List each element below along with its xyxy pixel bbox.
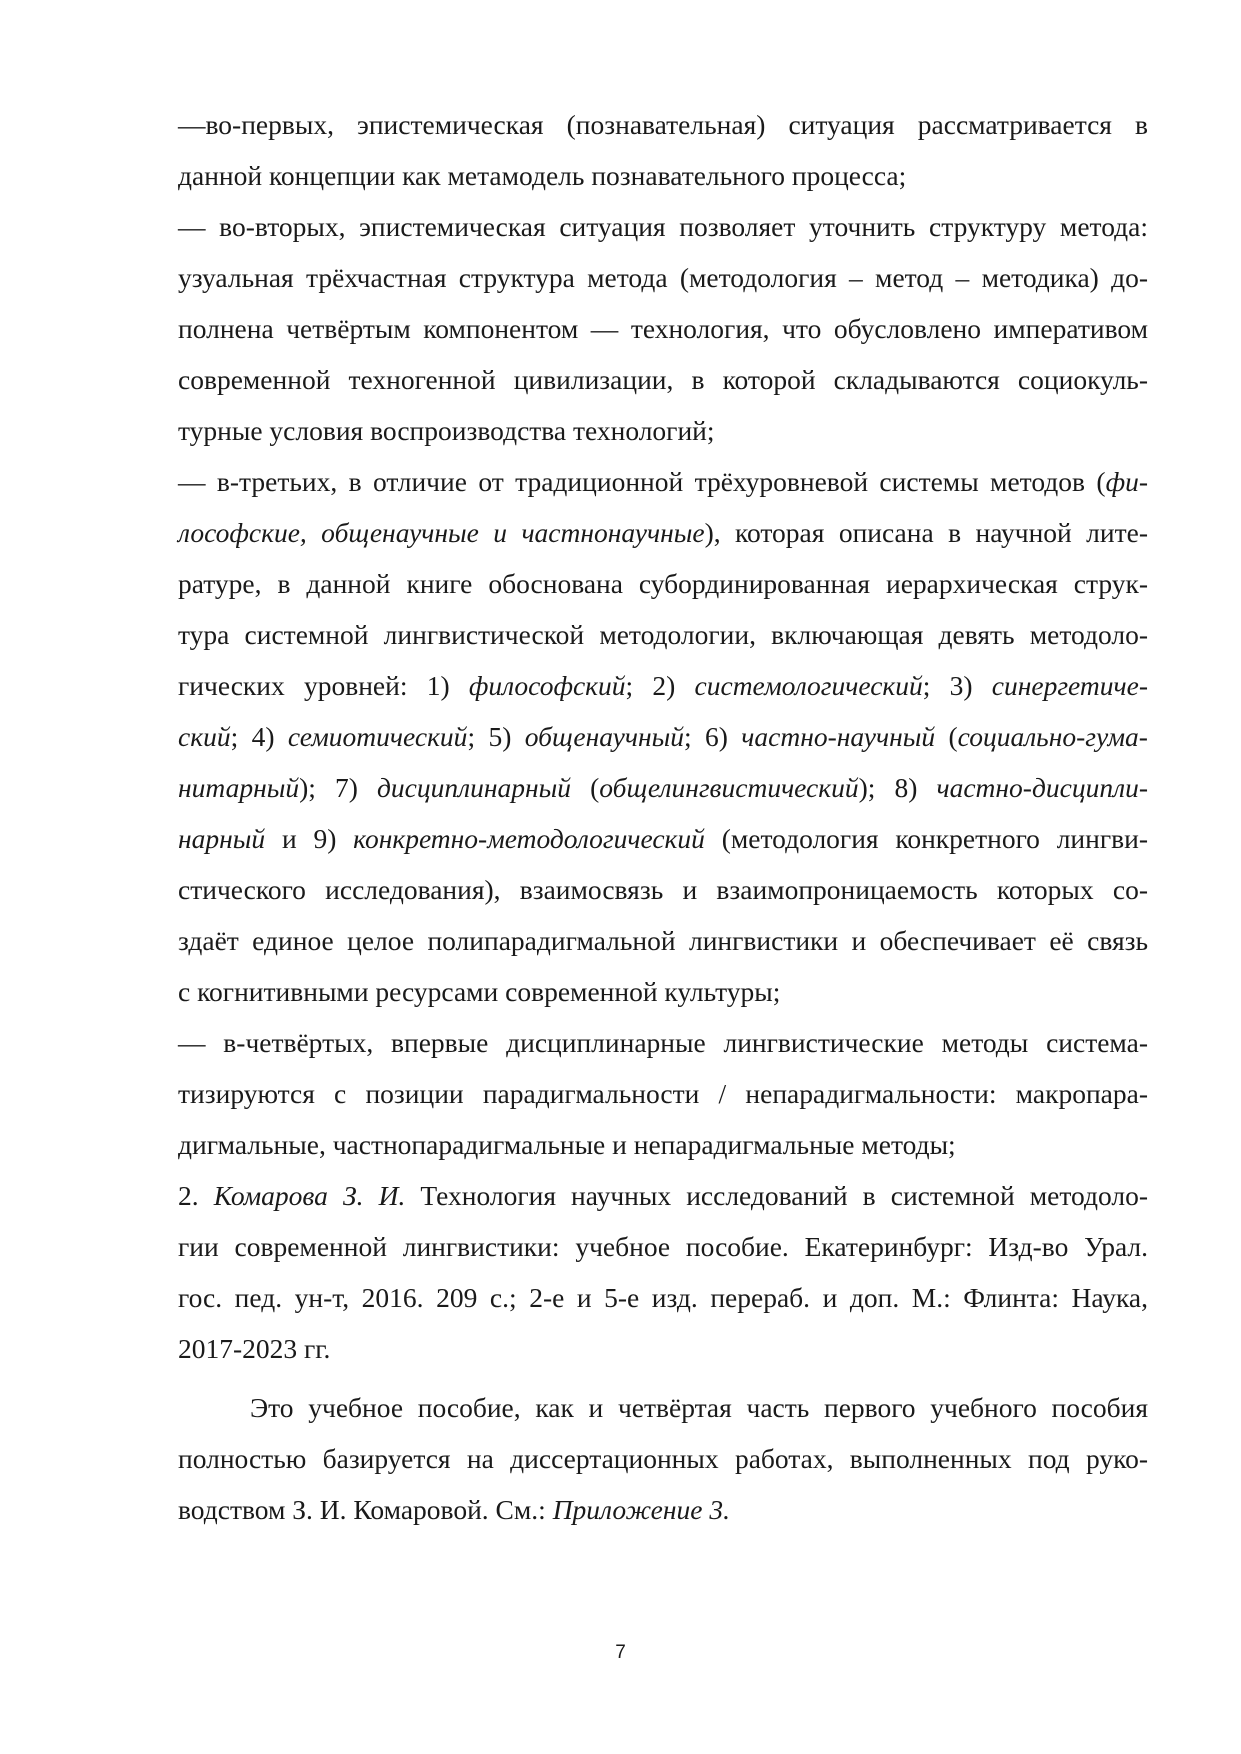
text-line: нитарный); 7) дисциплинарный (общелингвистический); 8) частно-дисципли-	[178, 772, 1148, 803]
text-line: нарный и 9) конкретно-методологический (методология конкретного лингви-	[178, 823, 1149, 854]
text-line: полнена четвёртым компонентом — технология, что обусловлено императивом	[178, 313, 1148, 344]
text-line: узуальная трёхчастная структура метода (методология – метод – методика) до-	[178, 262, 1148, 293]
text-line: Это учебное пособие, как и четвёртая часть первого учебного пособия	[250, 1392, 1148, 1423]
text-line: водством З. И. Комаровой. См.: Приложение 3.	[178, 1494, 730, 1525]
text-line: — в-четвёртых, впервые дисциплинарные лингвистические методы система-	[178, 1027, 1148, 1058]
text-line: полностью базируется на диссертационных работах, выполненных под руко-	[178, 1443, 1148, 1474]
text-line: ратуре, в данной книге обоснована субординированная иерархическая струк-	[178, 568, 1148, 599]
text-line: — в-третьих, в отличие от традиционной трёхуровневой системы методов (фи-	[178, 466, 1148, 497]
text-line: гических уровней: 1) философский; 2) системологический; 3) синергетиче-	[178, 670, 1148, 701]
text-line: здаёт единое целое полипарадигмальной лингвистики и обеспечивает её связь	[178, 925, 1148, 956]
text-line: лософские, общенаучные и частнонаучные), которая описана в научной лите-	[178, 517, 1148, 548]
text-line: дигмальные, частнопарадигмальные и непарадигмальные методы;	[178, 1129, 956, 1160]
page-number: 7	[615, 1642, 626, 1663]
text-line: —во-первых, эпистемическая (познавательная) ситуация рассматривается в	[178, 109, 1148, 140]
text-line: гии современной лингвистики: учебное пособие. Екатеринбург: Изд-во Урал.	[178, 1231, 1148, 1262]
text-line: ский; 4) семиотический; 5) общенаучный; 6) частно-научный (социально-гума-	[178, 721, 1148, 752]
text-line: тура системной лингвистической методологии, включающая девять методоло-	[178, 619, 1148, 650]
text-line: стического исследования), взаимосвязь и взаимопроницаемость которых со-	[178, 874, 1148, 905]
text-line: турные условия воспроизводства технологий;	[178, 415, 715, 446]
text-line: тизируются с позиции парадигмальности / непарадигмальности: макропара-	[178, 1078, 1148, 1109]
text-line: с когнитивными ресурсами современной культуры;	[178, 976, 781, 1007]
text-line: 2. Комарова З. И. Технология научных исследований в системной методоло-	[178, 1180, 1149, 1211]
text-line: современной техногенной цивилизации, в которой складываются социокуль-	[178, 364, 1148, 395]
text-line: 2017-2023 гг.	[178, 1333, 331, 1364]
text-line: гос. пед. ун-т, 2016. 209 с.; 2-е и 5-е изд. перераб. и доп. М.: Флинта: Наука,	[178, 1282, 1148, 1313]
text-line: — во-вторых, эпистемическая ситуация позволяет уточнить структуру метода:	[178, 211, 1148, 242]
text-line: данной концепции как метамодель познавательного процесса;	[178, 160, 907, 191]
